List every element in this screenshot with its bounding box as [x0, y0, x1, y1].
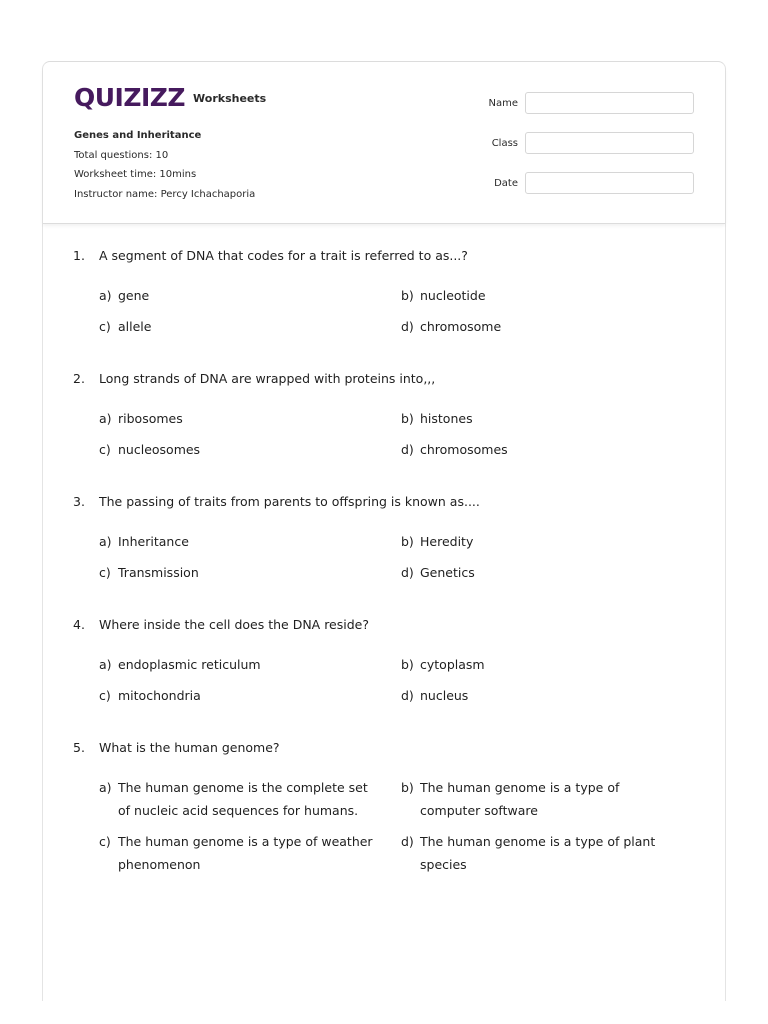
class-field-row: [478, 132, 694, 154]
option-d: d) chromosomes: [401, 442, 508, 457]
brand: [74, 85, 266, 110]
question-5: [73, 737, 713, 876]
options: [99, 776, 713, 876]
name-field[interactable]: [525, 92, 694, 114]
question-2: [73, 368, 713, 461]
question-number: 2.: [73, 371, 85, 386]
date-label: Date: [494, 177, 518, 189]
total-questions: Total questions: 10: [74, 149, 169, 161]
options: [99, 653, 713, 707]
option-d: d) nucleus: [401, 688, 469, 703]
question-4: [73, 614, 713, 707]
question-text: Long strands of DNA are wrapped with proteins into,,,: [99, 371, 436, 386]
options: [99, 284, 713, 338]
date-field[interactable]: [525, 172, 694, 194]
question-text: The passing of traits from parents to offspring is known as....: [99, 494, 480, 509]
option-a: a) endoplasmic reticulum: [99, 657, 261, 672]
worksheet-time: Worksheet time: 10mins: [74, 169, 197, 180]
date-field-row: [478, 172, 694, 194]
option-c: c) allele: [99, 319, 152, 334]
option-b: b) The human genome is a type of computer software: [401, 780, 620, 818]
question-number: 3.: [73, 494, 85, 509]
option-b: b) histones: [401, 411, 473, 426]
option-c: c) The human genome is a type of weather phenomenon: [99, 834, 373, 872]
name-field-row: [478, 92, 694, 114]
worksheet-title: Genes and Inheritance: [74, 130, 202, 141]
instructor-name: Instructor name: Percy Ichachaporia: [74, 188, 256, 200]
option-b: b) cytoplasm: [401, 657, 485, 672]
quizizz-logo: QUIZIZZ: [74, 83, 186, 112]
options: [99, 530, 713, 584]
option-c: c) Transmission: [99, 565, 199, 580]
option-d: d) The human genome is a type of plant species: [401, 834, 656, 872]
class-field[interactable]: [525, 132, 694, 154]
options: [99, 407, 713, 461]
question-number: 1.: [73, 248, 85, 263]
option-d: d) chromosome: [401, 319, 502, 334]
question-list: [73, 245, 713, 876]
option-c: c) mitochondria: [99, 688, 201, 703]
question-text: What is the human genome?: [99, 740, 280, 755]
option-a: a) gene: [99, 288, 150, 303]
option-a: a) The human genome is the complete set of nucleic acid sequences for humans.: [99, 780, 368, 818]
question-text: A segment of DNA that codes for a trait is referred to as...?: [99, 248, 468, 263]
question-number: 5.: [73, 740, 85, 755]
class-label: Class: [491, 137, 518, 149]
option-a: a) Inheritance: [99, 534, 189, 549]
option-b: b) Heredity: [401, 534, 474, 549]
question-3: [73, 491, 713, 584]
question-text: Where inside the cell does the DNA reside?: [99, 617, 369, 632]
worksheet-header: [43, 62, 725, 224]
question-1: [73, 245, 713, 338]
option-c: c) nucleosomes: [99, 442, 201, 457]
option-a: a) ribosomes: [99, 411, 183, 426]
worksheet-meta: [74, 126, 255, 204]
name-label: Name: [488, 97, 518, 109]
option-b: b) nucleotide: [401, 288, 486, 303]
question-number: 4.: [73, 617, 85, 632]
product-name: Worksheets: [193, 92, 267, 105]
option-d: d) Genetics: [401, 565, 475, 580]
